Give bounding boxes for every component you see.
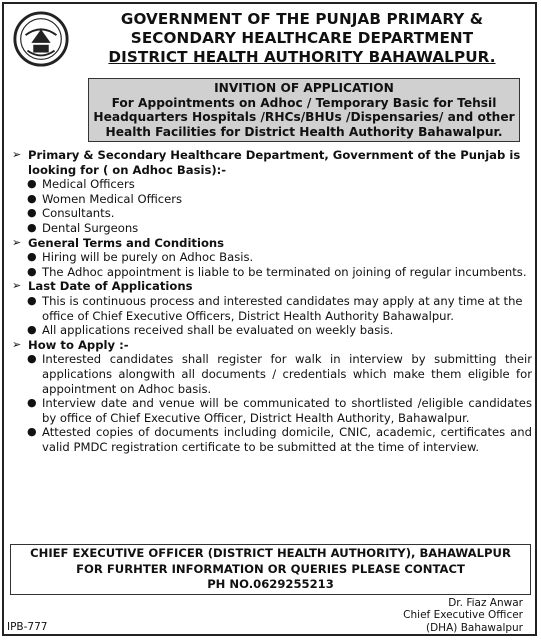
section-heading-text: Primary & Secondary Healthcare Department, Government of the Punjab is looking for ( on Adhoc Basis):- [28, 148, 521, 177]
round-bullet-icon: ● [27, 191, 37, 205]
list-item [12, 294, 532, 323]
list-item-text: Attested copies of documents including domicile, CNIC, academic, certificates and valid PMDC registration certificate to be submitted at the time of interview. [42, 425, 532, 454]
section-heading-terms [12, 236, 532, 251]
list-item [12, 323, 532, 338]
invitation-line-1: For Appointments on Adhoc / Temporary Basic for Tehsil [111, 95, 497, 110]
section-heading-how-to-apply [12, 338, 532, 353]
list-item [12, 425, 532, 454]
invitation-line-3: Health Facilities for District Health Authority Bahawalpur. [105, 124, 503, 139]
list-item-text: Interview date and venue will be communicated to shortlisted /eligible candidates by office of Chief Executive Officer, District Health Authority, Bahawalpur. [42, 396, 532, 425]
department-header [82, 10, 522, 67]
invitation-title: INVITION OF APPLICATION [214, 81, 394, 95]
signatory-office: (DHA) Bahawalpur [426, 621, 523, 634]
list-item [12, 221, 532, 236]
list-item-text: Hiring will be purely on Adhoc Basis. [42, 250, 254, 265]
arrow-bullet-icon: ➢ [12, 235, 22, 249]
list-item [12, 177, 532, 192]
section-heading-text: How to Apply :- [28, 337, 129, 352]
contact-phone: PH NO.0629255213 [207, 577, 334, 591]
round-bullet-icon: ● [27, 293, 37, 307]
list-item-text: Interested candidates shall register for walk in interview by submitting their applications alongwith all documents / credentials which make them eligible for appointment on Adhoc basis. [42, 352, 532, 396]
section-heading-text: Last Date of Applications [28, 279, 193, 294]
round-bullet-icon: ● [27, 352, 37, 366]
invitation-line-2: Headquarters Hospitals /RHCs/BHUs /Dispensaries/ and other [93, 110, 515, 125]
list-item [12, 192, 532, 207]
round-bullet-icon: ● [27, 396, 37, 410]
contact-line-1: CHIEF EXECUTIVE OFFICER (DISTRICT HEALTH AUTHORITY), BAHAWALPUR [30, 546, 511, 560]
list-item [12, 206, 532, 221]
round-bullet-icon: ● [27, 264, 37, 278]
list-item-text: Consultants. [42, 206, 115, 221]
header-line-2: SECONDARY HEALTHCARE DEPARTMENT [130, 29, 474, 47]
arrow-bullet-icon: ➢ [12, 148, 22, 161]
list-item-text: Women Medical Officers [42, 191, 183, 206]
signatory-name: Dr. Fiaz Anwar [448, 597, 523, 609]
round-bullet-icon: ● [27, 323, 37, 337]
signature-block [403, 597, 523, 634]
list-item-text: All applications received shall be evaluated on weekly basis. [42, 323, 394, 338]
arrow-bullet-icon: ➢ [12, 279, 22, 293]
header-line-3: DISTRICT HEALTH AUTHORITY BAHAWALPUR. [108, 48, 496, 66]
section-heading-last-date [12, 279, 532, 294]
list-item-text: This is continuous process and interested candidates may apply at any time at the office of Chief Executive Officers, District Health Authority Bahawalpur. [42, 293, 523, 323]
list-item-text: The Adhoc appointment is liable to be terminated on joining of regular incumbents. [42, 264, 527, 279]
list-item [12, 250, 532, 265]
list-item [12, 396, 532, 425]
round-bullet-icon: ● [27, 206, 37, 220]
round-bullet-icon: ● [27, 177, 37, 191]
section-heading-text: General Terms and Conditions [28, 235, 225, 250]
ad-code: IPB-777 [7, 621, 48, 633]
round-bullet-icon: ● [27, 425, 37, 439]
list-item [12, 265, 532, 280]
section-heading-intro [12, 148, 532, 177]
arrow-bullet-icon: ➢ [12, 337, 22, 351]
contact-box [10, 544, 531, 595]
list-item-text: Dental Surgeons [42, 220, 139, 235]
list-item [12, 352, 532, 396]
round-bullet-icon: ● [27, 250, 37, 264]
punjab-government-emblem-icon [12, 10, 70, 68]
advertisement-page [2, 2, 537, 636]
contact-line-2: FOR FURHTER INFORMATION OR QUERIES PLEASE CONTACT [76, 561, 465, 576]
signatory-title: Chief Executive Officer [403, 609, 523, 622]
invitation-box [88, 78, 520, 142]
header-line-1: GOVERNMENT OF THE PUNJAB PRIMARY & [120, 10, 484, 28]
list-item-text: Medical Officers [42, 177, 135, 192]
round-bullet-icon: ● [27, 220, 37, 234]
advertisement-body [12, 148, 532, 454]
